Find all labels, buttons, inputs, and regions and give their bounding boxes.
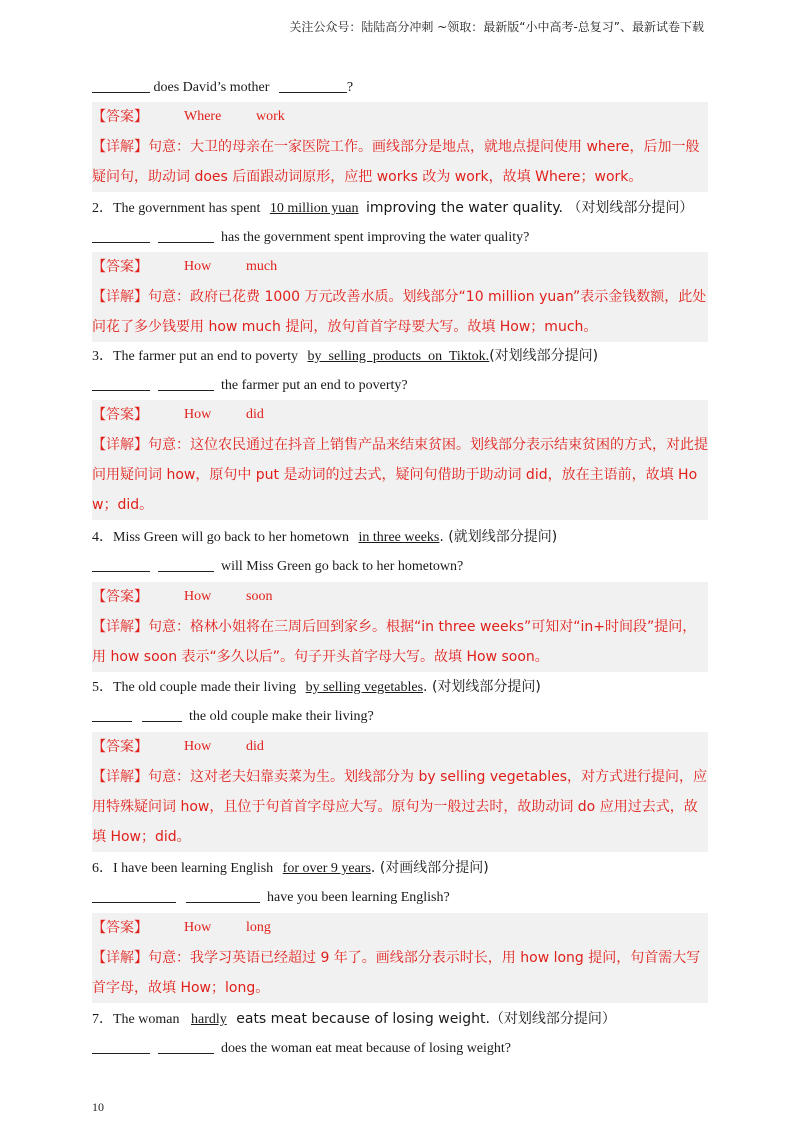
underlined-part: by selling vegetables (305, 680, 424, 695)
detail-label: 【详解】 (92, 769, 148, 785)
question-text: the farmer put an end to poverty? (221, 378, 408, 393)
answer-blank (92, 707, 132, 722)
detail-text: 句意：大卫的母亲在一家医院工作。画线部分是地点，就地点提问使用 where，后加一般疑问句，助动词 does 后面跟动词原形，应把 works 改为 work，故填 Where；work。 (92, 139, 700, 185)
answer-box-6 (92, 913, 708, 1003)
detail-text: 句意：这对老夫妇靠卖菜为生。划线部分为 by selling vegetables，对方式进行提问，应用特殊疑问词 how，且位于句首首字母应大写。原句为一般过去时，故助动词 do 应用过去式，故填 How；did。 (92, 769, 708, 845)
answer-value: did (246, 739, 264, 754)
answer-value: long (246, 920, 271, 935)
answer-blank (279, 78, 347, 93)
question-7 (92, 1009, 708, 1030)
answer-value: Where (184, 109, 222, 124)
answer-label: 【答案】 (92, 920, 148, 936)
answer-label: 【答案】 (92, 407, 148, 423)
question-2 (92, 198, 708, 219)
question-5-blanks (92, 707, 708, 727)
answer-box-3 (92, 400, 708, 520)
underlined-part: 10 million yuan (269, 201, 359, 216)
answer-value: did (246, 407, 264, 422)
question-number: 6． (92, 861, 113, 876)
detail-text: 句意：格林小姐将在三周后回到家乡。根据“in three weeks”可知对“in+时间段”提问，用 how soon 表示“多久以后”。句子开头首字母大写。故填 How soon。 (92, 619, 697, 665)
answer-blank (92, 78, 150, 93)
question-text: . (对划线部分提问) (423, 679, 541, 695)
question-3 (92, 346, 708, 367)
answer-blank (92, 557, 150, 572)
answer-value: How (184, 589, 212, 604)
answer-blank (92, 888, 176, 903)
question-7-blanks (92, 1039, 708, 1059)
underlined-part: by selling products on Tiktok. (307, 349, 490, 364)
question-text: eats meat because of losing weight.（对划线部分提问） (236, 1011, 616, 1027)
question-text: The government has spent (113, 201, 261, 216)
underlined-part: for over 9 years (282, 861, 371, 876)
question-text: I have been learning English (113, 861, 274, 876)
question-number: 5． (92, 680, 113, 695)
answer-value: How (184, 739, 212, 754)
answer-box-2 (92, 252, 708, 342)
answer-blank (92, 376, 150, 391)
question-6 (92, 858, 708, 879)
page-header: 关注公众号：陆陆高分冲刺 ~领取：最新版“小中高考-总复习”、最新试卷下载 (289, 20, 704, 34)
question-text: . (就划线部分提问) (439, 529, 558, 545)
detail-text: 句意：这位农民通过在抖音上销售产品来结束贫困。划线部分表示结束贫困的方式，对此提问用疑问词 how，原句中 put 是动词的过去式，疑问句借助于助动词 did，放在主语前，故填 How；did。 (92, 437, 708, 513)
detail-text: 句意：我学习英语已经超过 9 年了。画线部分表示时长，用 how long 提问，句首需大写首字母，故填 How；long。 (92, 950, 701, 996)
question-text: will Miss Green go back to her hometown? (221, 559, 464, 574)
answer-value: much (246, 259, 278, 274)
answer-value: How (184, 407, 212, 422)
detail-label: 【详解】 (92, 619, 148, 635)
question-text: does the woman eat meat because of losing weight? (221, 1041, 512, 1056)
answer-value: How (184, 920, 212, 935)
detail-label: 【详解】 (92, 289, 148, 305)
question-number: 7． (92, 1012, 113, 1027)
answer-blank (142, 707, 182, 722)
answer-blank (92, 228, 150, 243)
question-text: have you been learning English? (267, 890, 450, 905)
question-text: The woman (113, 1012, 180, 1027)
detail-label: 【详解】 (92, 950, 148, 966)
question-text: does David’s mother (153, 80, 270, 95)
answer-label: 【答案】 (92, 259, 148, 275)
page-number: 10 (92, 1100, 104, 1114)
answer-blank (158, 376, 214, 391)
detail-text: 句意：政府已花费 1000 万元改善水质。划线部分“10 million yuan”表示金钱数额，此处问花了多少钱要用 how much 提问，放句首首字母要大写。故填 How；much。 (92, 289, 707, 335)
question-4 (92, 527, 708, 548)
question-text: Miss Green will go back to her hometown (113, 530, 350, 545)
answer-label: 【答案】 (92, 739, 148, 755)
question-text: improving the water quality. （对划线部分提问） (366, 200, 694, 216)
answer-box-1 (92, 102, 708, 192)
question-text: the old couple make their living? (189, 709, 374, 724)
answer-box-4 (92, 582, 708, 672)
question-text: The old couple made their living (113, 680, 297, 695)
underlined-part: hardly (190, 1012, 227, 1027)
question-2-blanks (92, 228, 708, 248)
question-6-blanks (92, 888, 708, 908)
question-5 (92, 677, 708, 698)
question-number: 4． (92, 530, 113, 545)
question-text: The farmer put an end to poverty (113, 349, 299, 364)
question-number: 3． (92, 349, 113, 364)
question-text: . (对画线部分提问) (370, 860, 489, 876)
answer-label: 【答案】 (92, 589, 148, 605)
question-1-line (92, 78, 708, 98)
answer-value: How (184, 259, 212, 274)
detail-label: 【详解】 (92, 437, 148, 453)
question-3-blanks (92, 376, 708, 396)
detail-label: 【详解】 (92, 139, 148, 155)
answer-blank (186, 888, 260, 903)
question-number: 2． (92, 201, 113, 216)
question-text: (对划线部分提问) (489, 348, 599, 364)
question-text: ? (346, 80, 354, 95)
answer-label: 【答案】 (92, 109, 148, 125)
answer-blank (92, 1039, 150, 1054)
question-text: has the government spent improving the water quality? (221, 230, 530, 245)
answer-value: work (256, 109, 285, 124)
answer-blank (158, 557, 214, 572)
answer-blank (158, 228, 214, 243)
answer-value: soon (246, 589, 273, 604)
question-4-blanks (92, 557, 708, 577)
underlined-part: in three weeks (358, 530, 440, 545)
answer-box-5 (92, 732, 708, 852)
answer-blank (158, 1039, 214, 1054)
